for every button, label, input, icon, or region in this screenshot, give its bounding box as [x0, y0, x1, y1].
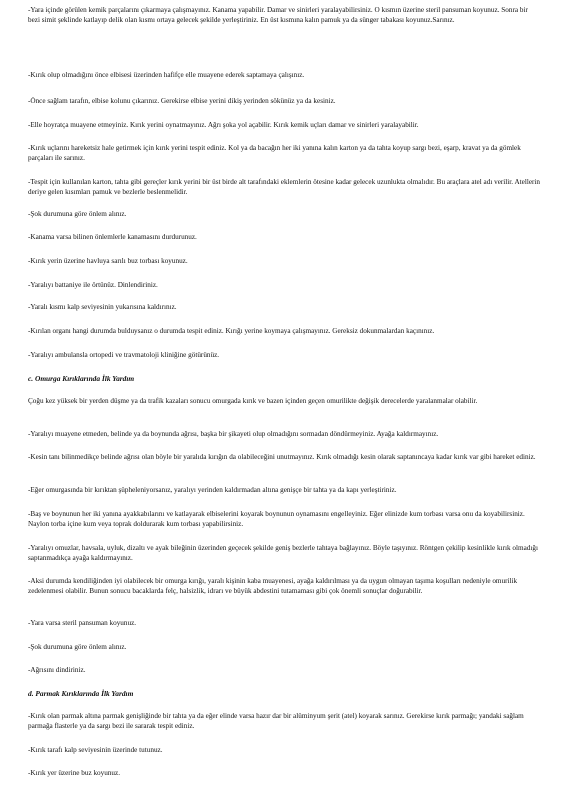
paragraph: -Yara içinde görülen kemik parçalarını çıkarmaya çalışmayınız. Kanama yapabilir. Damar ve sinirleri yaralayabilirsiniz. O kısmın üzerine steril pansuman koyunuz. Sonra bir bezi simit şeklinde katlayıp delik olan kısmı ortaya gelecek şekilde yerleştiriniz. En üst kısmına kalın pamuk ya da sünger tabakası koyunuz.Sarınız. [28, 6, 528, 24]
paragraph: -Kırık yer üzerine buz koyunuz. [28, 769, 121, 777]
paragraph: -Ağrısını dindiriniz. [28, 666, 86, 674]
paragraph: -Aksi durumda kendiliğinden iyi olabilecek bir omurga kırığı, yaralı kişinin kaba muayenesi, ayağa kaldırılması ya da uygun olmayan taşıma koşulları nedeniyle omurilik zedelenmesi olabilir. Bunun sonucu bacaklarda felç, halsizlik, idrarı ve büyük abdestini tutamaması gibi çok önemli sonuçlar doğurabilir. [28, 577, 518, 595]
paragraph: -Kanama varsa bilinen önlemlerle kanamasını durdurunuz. [28, 233, 197, 241]
paragraph: -Kırık uçlarını hareketsiz hale getirmek için kırık yerini tespit ediniz. Kol ya da bacağın her iki yanına kalın karton ya da tahta koyup sargı bezi, eşarp, kravat ya da gömlek parçaları ile sarınız. [28, 144, 521, 162]
paragraph: -Yaralıyı battaniye ile örtünüz. Dinlendiriniz. [28, 281, 158, 289]
section-heading: c. Omurga Kırıklarında İlk Yardım [28, 374, 135, 383]
paragraph: -Şok durumuna göre önlem alınız. [28, 643, 127, 651]
paragraph: -Yara varsa steril pansuman koyunuz. [28, 619, 137, 627]
paragraph: -Tespit için kullanılan karton, tahta gibi gereçler kırık yerini bir üst birde alt tarafındaki eklemlerin ötesine kadar gelecek uzunlukta olmalıdır. Bu araçlara atel adı verilir. Atellerin deriye gelen kısımları pamuk ve bezlerle beslenmelidir. [28, 178, 541, 196]
paragraph: -Yaralıyı omuzlar, havsala, uyluk, dizaltı ve ayak bileğinin üzerinden geçecek şekilde geniş bezlerle tahtaya bağlayınız. Böyle taşıyınız. Röntgen çekilip kesinlikle kırık olmadığı saptanmadıkça ayağa kaldırmayınız. [28, 544, 538, 562]
paragraph: -Kesin tanı bilinmedikçe belinde ağrısı olan böyle bir yaralıda kırığın da olabileceğini unutmayınız. Kırık olmadığı kesin olarak saptanıncaya kadar kırık var gibi hareket ediniz. [28, 453, 536, 461]
paragraph: -Yaralı kısmı kalp seviyesinin yukarısına kaldırınız. [28, 303, 177, 311]
paragraph: -Kırık tarafı kalp seviyesinin üzerinde tutunuz. [28, 746, 163, 754]
section-heading: d. Parmak Kırıklarında İlk Yardım [28, 689, 134, 698]
paragraph: -Şok durumuna göre önlem alınız. [28, 210, 127, 218]
paragraph: -Kırık olan parmak altına parmak genişliğinde bir tahta ya da eğer elinde varsa hazır dar bir alüminyum şerit (atel) koyarak sarınız. Gerekirse kırık parmağı; yandaki sağlam parmağa flasterle ya da sargı bezi ile sararak tespit ediniz. [28, 712, 524, 730]
paragraph: -Eğer omurgasında bir kırıktan şüpheleniyorsanız, yaralıyı yerinden kaldırmadan altına genişçe bir tahta ya da kapı yerleştiriniz. [28, 486, 397, 494]
paragraph: -Önce sağlam tarafın, elbise kolunu çıkarınız. Gerekirse elbise yerini dikiş yerinden sökünüz ya da kesiniz. [28, 97, 336, 105]
paragraph: Çoğu kez yüksek bir yerden düşme ya da trafik kazaları sonucu omurgada kırık ve bazen içinden geçen omurilikte değişik derecelerde yaralanmalar olabilir. [28, 397, 478, 405]
paragraph: -Yaralıyı ambulansla ortopedi ve travmatoloji kliniğine götürünüz. [28, 351, 220, 359]
paragraph: -Baş ve boynunun her iki yanına ayakkabılarını ve katlayarak elbiselerini koyarak boynunun oynamasını engelleyiniz. Eğer elinizde kum torbası varsa onu da koyabilirsiniz. Naylon torba içine kum veya toprak doldurarak kum torbası yapabilirsiniz. [28, 510, 525, 528]
paragraph: -Elle hoyratça muayene etmeyiniz. Kırık yerini oynatmayınız. Ağrı şoka yol açabilir. Kırık kemik uçları damar ve sinirleri yaralayabilir. [28, 121, 419, 129]
paragraph: -Kırık yerin üzerine havluya sarılı buz torbası koyunuz. [28, 257, 188, 265]
paragraph: -Kırık olup olmadığını önce elbisesi üzerinden hafifçe elle muayene ederek saptamaya çalışınız. [28, 71, 305, 79]
paragraph: -Kırılan organı hangi durumda bulduysanız o durumda tespit ediniz. Kırığı yerine koymaya çalışmayınız. Gereksiz dokunmalardan kaçınınız. [28, 327, 435, 335]
paragraph: -Yaralıyı muayene etmeden, belinde ya da boynunda ağrısı, başka bir şikayeti olup olmadığını sormadan döndürmeyiniz. Ayağa kaldırmayınız. [28, 430, 439, 438]
